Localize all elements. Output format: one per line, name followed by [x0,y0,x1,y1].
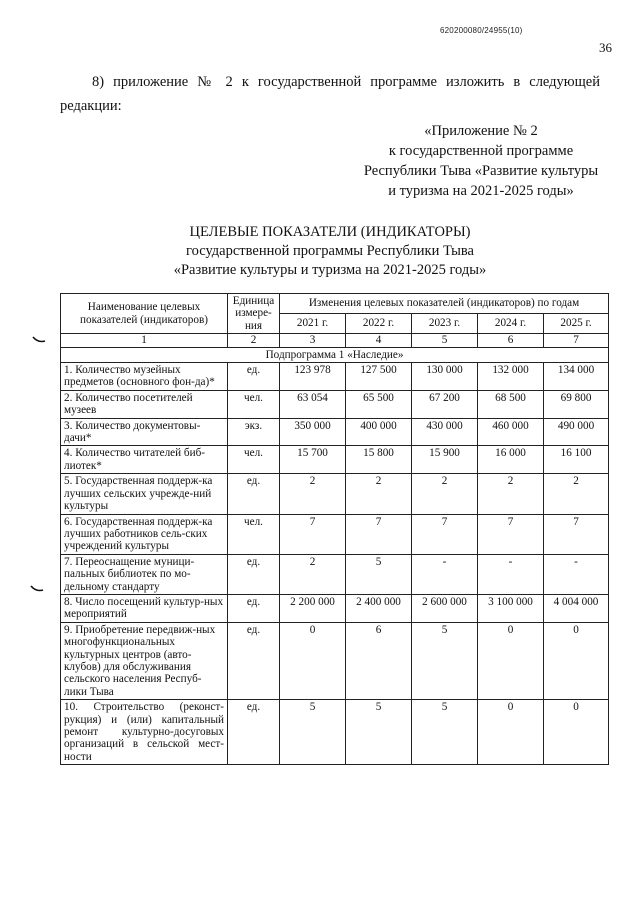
indicator-name: 9. Приобретение передвиж-ных многофункциональных культурных центров (авто-клубов) для обслуживания сельского населения Респуб-лики Тыва [61,622,228,699]
margin-mark-icon [32,336,46,344]
margin-mark-icon [30,585,44,593]
subprogram-row [61,347,609,362]
appendix-caption [350,121,612,201]
indicator-name: 3. Количество документовы-дачи* [61,418,228,446]
indicator-name: 4. Количество читателей биб-лиотек* [61,446,228,474]
indicator-value: 400 000 [346,418,412,446]
indicator-unit: ед. [228,554,280,594]
column-number: 3 [280,334,346,347]
table-row [61,622,609,699]
indicator-name: 10. Строительство (реконст-рукция) и (или) капитальный ремонт культурно-досуговых организаций в сельской мест-ности [61,700,228,765]
heading-line-3: «Развитие культуры и туризма на 2021-2025 годы» [173,262,487,278]
indicator-value: 2 [346,474,412,514]
header-year: 2023 г. [412,314,478,334]
indicator-value: 460 000 [478,418,544,446]
indicator-value: 7 [346,514,412,554]
indicator-value: 134 000 [544,363,609,391]
column-number: 7 [544,334,609,347]
header-year: 2022 г. [346,314,412,334]
appendix-line-2: к государственной программе [388,143,574,159]
indicators-table [60,293,609,765]
indicator-value: 7 [478,514,544,554]
indicator-value: 68 500 [478,390,544,418]
indicator-value: 130 000 [412,363,478,391]
table-row [61,700,609,765]
indicator-value: 15 900 [412,446,478,474]
indicator-value: 2 [280,474,346,514]
indicator-name: 8. Число посещений культур-ных мероприятий [61,594,228,622]
table-row [61,594,609,622]
indicator-unit: ед. [228,363,280,391]
table-row [61,514,609,554]
indicator-value: 4 004 000 [544,594,609,622]
indicator-value: 16 000 [478,446,544,474]
indicator-value: 2 [280,554,346,594]
indicator-value: 0 [544,622,609,699]
table-row [61,446,609,474]
column-numbers-row [61,334,609,347]
indicator-value: 16 100 [544,446,609,474]
indicator-value: 132 000 [478,363,544,391]
header-changes: Изменения целевых показателей (индикаторов) по годам [280,294,609,314]
indicator-value: 63 054 [280,390,346,418]
column-number: 6 [478,334,544,347]
table-row [61,418,609,446]
appendix-line-3: Республики Тыва «Развитие культуры [363,163,599,179]
indicator-value: 5 [412,622,478,699]
header-year: 2025 г. [544,314,609,334]
indicator-unit: ед. [228,622,280,699]
table-row [61,363,609,391]
header-year: 2021 г. [280,314,346,334]
indicator-value: 350 000 [280,418,346,446]
indicator-value: 69 800 [544,390,609,418]
appendix-line-4: и туризма на 2021-2025 годы» [388,183,574,199]
header-name: Наименование целевых показателей (индикаторов) [61,294,228,334]
indicator-value: 5 [346,554,412,594]
indicator-value: 7 [412,514,478,554]
heading-line-2: государственной программы Республики Тыва [186,243,474,259]
indicator-value: 127 500 [346,363,412,391]
subprogram-title: Подпрограмма 1 «Наследие» [61,347,609,362]
indicator-name: 1. Количество музейных предметов (основного фон-да)* [61,363,228,391]
indicator-value: 430 000 [412,418,478,446]
indicator-name: 6. Государственная поддерж-ка лучших работников сель-ских учреждений культуры [61,514,228,554]
indicator-unit: чел. [228,446,280,474]
column-number: 5 [412,334,478,347]
heading-line-1: ЦЕЛЕВЫЕ ПОКАЗАТЕЛИ (ИНДИКАТОРЫ) [189,224,471,240]
indicator-value: 15 700 [280,446,346,474]
indicator-value: 123 978 [280,363,346,391]
intro-paragraph: 8) приложение № 2 к государственной программе изложить в следующей редакции: [60,74,600,114]
column-number: 4 [346,334,412,347]
appendix-line-1: «Приложение № 2 [424,123,538,139]
indicator-value: 2 600 000 [412,594,478,622]
indicator-unit: чел. [228,514,280,554]
table-row [61,554,609,594]
table-heading [60,223,600,280]
indicator-unit: чел. [228,390,280,418]
column-number: 1 [61,334,228,347]
indicator-value: 6 [346,622,412,699]
indicator-rows [61,363,609,765]
indicator-value: 0 [280,622,346,699]
indicator-name: 2. Количество посетителей музеев [61,390,228,418]
indicator-value: 2 [412,474,478,514]
indicator-unit: ед. [228,700,280,765]
indicator-value: - [544,554,609,594]
page-number: 36 [599,40,612,55]
document-code: 620200080/24955(10) [440,26,523,35]
header-year: 2024 г. [478,314,544,334]
indicator-value: - [412,554,478,594]
indicator-name: 5. Государственная поддерж-ка лучших сельских учрежде-ний культуры [61,474,228,514]
indicator-value: 67 200 [412,390,478,418]
indicator-name: 7. Переоснащение муници-пальных библиотек по мо-дельному стандарту [61,554,228,594]
indicator-value: 0 [478,622,544,699]
table-header-row [61,294,609,314]
indicator-value: 490 000 [544,418,609,446]
indicator-value: 7 [544,514,609,554]
indicator-value: 2 [478,474,544,514]
table-row [61,474,609,514]
indicator-value: - [478,554,544,594]
indicator-unit: ед. [228,474,280,514]
column-number: 2 [228,334,280,347]
indicator-value: 2 [544,474,609,514]
indicator-value: 0 [544,700,609,765]
indicator-unit: экз. [228,418,280,446]
indicator-value: 5 [346,700,412,765]
table-row [61,390,609,418]
indicator-value: 7 [280,514,346,554]
indicator-value: 65 500 [346,390,412,418]
indicator-value: 2 200 000 [280,594,346,622]
indicator-value: 0 [478,700,544,765]
indicator-value: 2 400 000 [346,594,412,622]
indicator-value: 5 [280,700,346,765]
header-unit: Единица измере-ния [228,294,280,334]
indicator-value: 3 100 000 [478,594,544,622]
indicator-value: 5 [412,700,478,765]
indicator-unit: ед. [228,594,280,622]
indicator-value: 15 800 [346,446,412,474]
